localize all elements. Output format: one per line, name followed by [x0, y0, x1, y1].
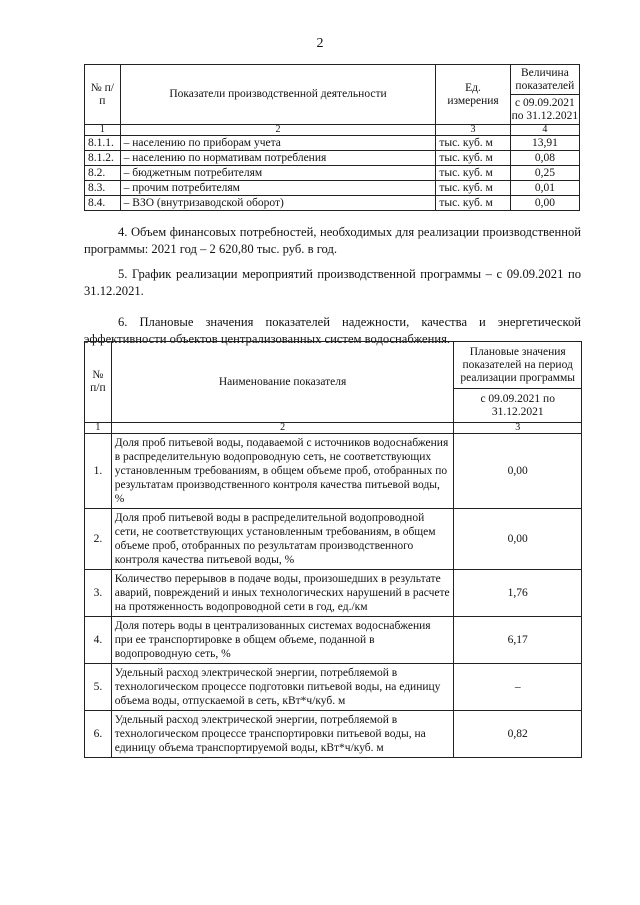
table-row [85, 434, 582, 509]
table-row [85, 136, 580, 151]
row-num: 4. [85, 617, 112, 664]
row-name: Удельный расход электрической энергии, потребляемой в технологическом процессе транспортировки питьевой воды, на единицу объема транспортируемой воды, кВт*ч/куб. м [111, 711, 454, 758]
row-value: 13,91 [510, 136, 579, 151]
row-num: 8.1.2. [85, 151, 121, 166]
table-row [85, 664, 582, 711]
header-indicator-name: Наименование показателя [111, 342, 454, 423]
table-row [85, 617, 582, 664]
row-value: 0,08 [510, 151, 579, 166]
header-value-title: Величина показателей [511, 65, 579, 95]
column-index-row [85, 125, 580, 136]
header-value [454, 342, 582, 423]
column-index: 2 [120, 125, 436, 136]
table-row [85, 166, 580, 181]
header-value-title: Плановые значения показателей на период реализации программы [454, 342, 581, 389]
table-row [85, 181, 580, 196]
row-num: 8.3. [85, 181, 121, 196]
paragraph-text: 6. Плановые значения показателей надежности, качества и энергетической эффективности объектов централизованных систем водоснабжения. [84, 315, 581, 346]
row-value: 0,00 [510, 196, 579, 211]
table-row [85, 711, 582, 758]
row-name: – населению по нормативам потребления [120, 151, 436, 166]
column-index: 3 [436, 125, 510, 136]
row-value: 0,82 [454, 711, 582, 758]
table-row [85, 509, 582, 570]
row-num: 5. [85, 664, 112, 711]
table-row [85, 570, 582, 617]
column-index: 1 [85, 125, 121, 136]
row-name: – бюджетным потребителям [120, 166, 436, 181]
reliability-indicators-table [84, 341, 582, 758]
row-num: 8.4. [85, 196, 121, 211]
table-header-row [85, 65, 580, 125]
header-num: № п/п [85, 342, 112, 423]
column-index: 3 [454, 423, 582, 434]
header-indicator-name: Показатели производственной деятельности [120, 65, 436, 125]
row-unit: тыс. куб. м [436, 151, 510, 166]
paragraph-text: 5. График реализации мероприятий производственной программы – с 09.09.2021 по 31.12.2021. [84, 267, 581, 298]
column-index-row [85, 423, 582, 434]
table-row [85, 196, 580, 211]
page-number: 2 [316, 36, 324, 51]
row-num: 8.2. [85, 166, 121, 181]
row-num: 6. [85, 711, 112, 758]
header-value [510, 65, 579, 125]
table-header-row [85, 342, 582, 423]
row-unit: тыс. куб. м [436, 136, 510, 151]
row-name: Удельный расход электрической энергии, потребляемой в технологическом процессе подготовки питьевой воды, на единицу объема воды, отпускаемой в сеть, кВт*ч/куб. м [111, 664, 454, 711]
paragraph-text: 4. Объем финансовых потребностей, необходимых для реализации производственной программы: 2021 год – 2 620,80 тыс. руб. в год. [84, 225, 581, 256]
header-unit: Ед. измерения [436, 65, 510, 125]
row-name: Количество перерывов в подаче воды, произошедших в результате аварий, повреждений и иных технологических нарушений в расчете на протяженность водопроводной сети в год, ед./км [111, 570, 454, 617]
row-value: 0,00 [454, 434, 582, 509]
paragraph-schedule [84, 266, 581, 300]
row-value: 6,17 [454, 617, 582, 664]
row-value: 1,76 [454, 570, 582, 617]
header-num: № п/п [85, 65, 121, 125]
row-value: 0,01 [510, 181, 579, 196]
column-index: 4 [510, 125, 579, 136]
row-value: 0,25 [510, 166, 579, 181]
row-name: – населению по приборам учета [120, 136, 436, 151]
column-index: 2 [111, 423, 454, 434]
row-num: 1. [85, 434, 112, 509]
row-value: 0,00 [454, 509, 582, 570]
row-name: Доля проб питьевой воды, подаваемой с источников водоснабжения в распределительную водопроводную сеть, не соответствующих установленным требованиям, в общем объеме проб, отобранных по результатам производственного контроля качества питьевой воды, % [111, 434, 454, 509]
production-indicators-table [84, 64, 580, 211]
row-num: 2. [85, 509, 112, 570]
row-unit: тыс. куб. м [436, 196, 510, 211]
paragraph-financial-needs [84, 224, 581, 258]
row-unit: тыс. куб. м [436, 181, 510, 196]
row-num: 3. [85, 570, 112, 617]
row-name: Доля проб питьевой воды в распределительной водопроводной сети, не соответствующих установленным требованиям, в общем объеме проб, отобранных по результатам производственного контроля качества питьевой воды, % [111, 509, 454, 570]
row-name: Доля потерь воды в централизованных системах водоснабжения при ее транспортировке в общем объеме, поданной в водопроводную сеть, % [111, 617, 454, 664]
table-row [85, 151, 580, 166]
column-index: 1 [85, 423, 112, 434]
row-unit: тыс. куб. м [436, 166, 510, 181]
row-name: – ВЗО (внутризаводской оборот) [120, 196, 436, 211]
row-name: – прочим потребителям [120, 181, 436, 196]
row-value: – [454, 664, 582, 711]
header-value-period: с 09.09.2021 по 31.12.2021 [480, 393, 555, 418]
header-value-period: с 09.09.2021 по 31.12.2021 [511, 97, 579, 122]
row-num: 8.1.1. [85, 136, 121, 151]
